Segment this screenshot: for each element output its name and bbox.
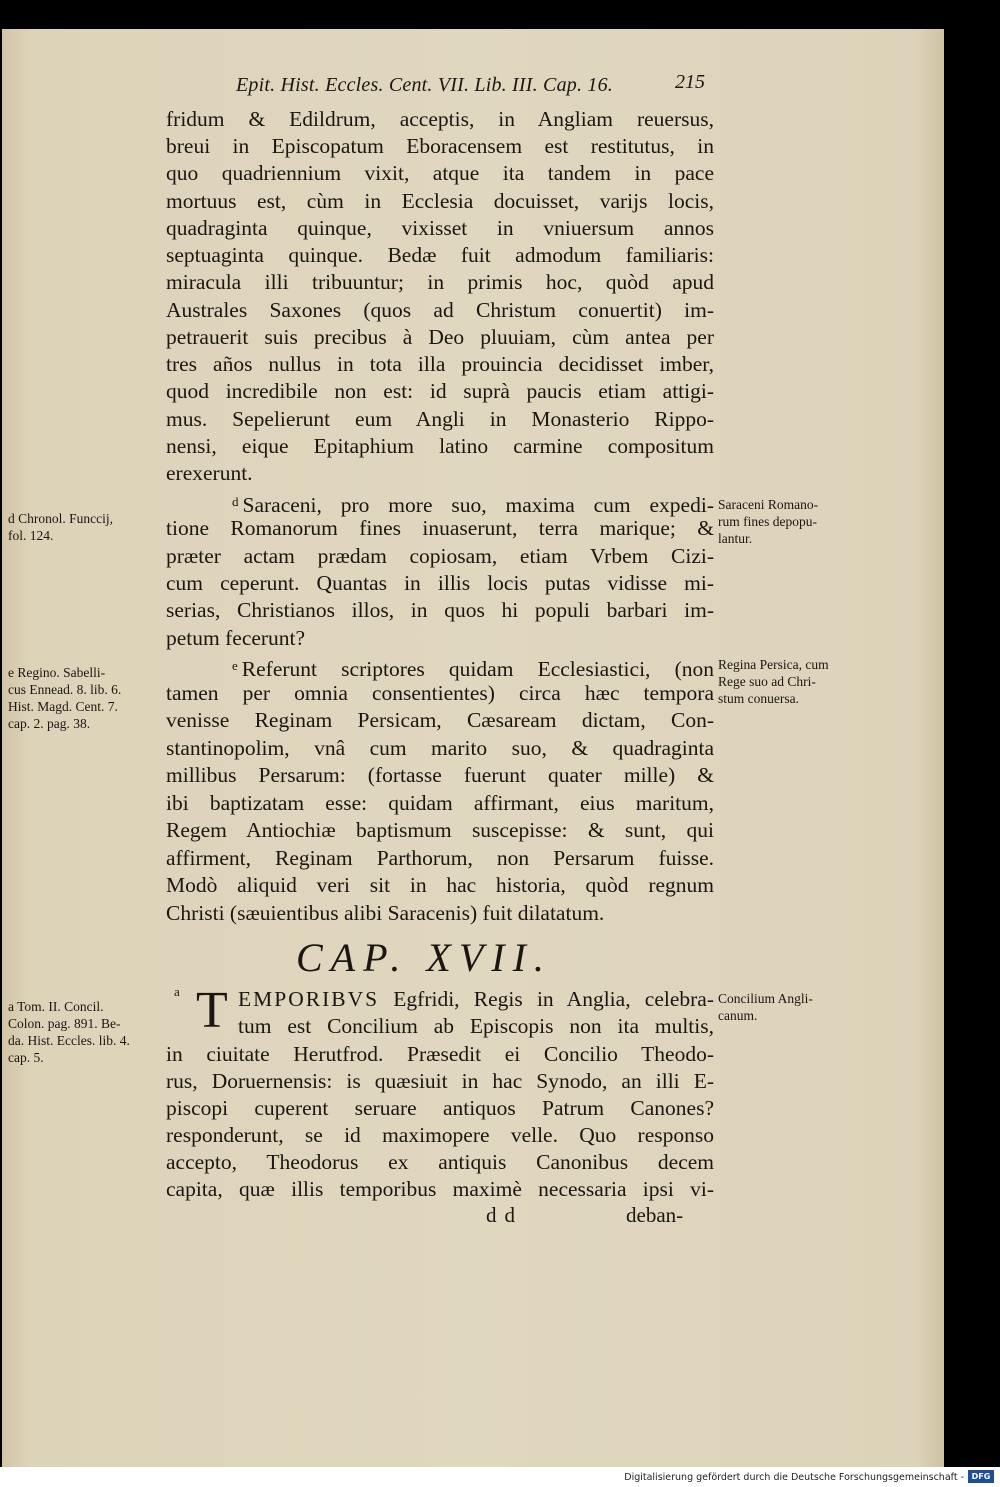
- drop-capital: T: [196, 982, 228, 1039]
- funding-notice: Digitalisierung gefördert durch die Deutsche Forschungsgemeinschaft -: [624, 1472, 964, 1483]
- running-head: Epit. Hist. Eccles. Cent. VII. Lib. III. Cap. 16.: [236, 74, 613, 96]
- text-line: miracula illi tribuuntur; in primis hoc, quòd apud: [166, 270, 714, 294]
- text-line: petum fecerunt?: [166, 626, 306, 650]
- text-line: petrauerit suis precibus à Deo pluuiam, cùm antea per: [166, 325, 714, 349]
- text-line: præter actam prædam copiosam, etiam Vrbem Cizi-: [166, 544, 714, 568]
- margin-note-line: Saraceni Romano-: [718, 497, 819, 512]
- text-line: stantinopolim, vnâ cum marito suo, & quadraginta: [166, 736, 714, 760]
- margin-note-line: d Chronol. Funccij,: [8, 511, 113, 526]
- margin-note-line: fol. 124.: [8, 528, 54, 543]
- text-line: breui in Episcopatum Eboracensem est restitutus, in: [166, 134, 714, 158]
- text-run: Referunt scriptores quidam Ecclesiastici, (non: [241, 657, 714, 681]
- note-marker-e: e: [232, 658, 238, 673]
- text-line: responderunt, se id maximopere velle. Quo responso: [166, 1123, 714, 1147]
- text-line: ibi baptizatam esse: quidam affirmant, eius maritum,: [166, 791, 714, 815]
- margin-note-left-a: [8, 998, 166, 1066]
- text-line: serias, Christianos illos, in quos hi populi barbari im-: [166, 598, 714, 622]
- margin-note-line: Regina Persica, cum: [718, 657, 829, 672]
- text-run: Egfridi, Regis in Anglia, celebra-: [379, 987, 714, 1011]
- text-line: affirment, Reginam Parthorum, non Persarum fuisse.: [166, 846, 714, 870]
- text-line: mortuus est, cùm in Ecclesia docuisset, varijs locis,: [166, 189, 714, 213]
- text-line: tum est Concilium ab Episcopis non ita multis,: [238, 1014, 714, 1038]
- text-line: millibus Persarum: (fortasse fuerunt quater mille) &: [166, 763, 714, 787]
- margin-note-line: Rege suo ad Chri-: [718, 674, 816, 689]
- text-line: Australes Saxones (quos ad Christum conuertit) im-: [166, 298, 714, 322]
- text-line: accepto, Theodorus ex antiquis Canonibus decem: [166, 1150, 714, 1174]
- text-line: rus, Doruernensis: is quæsiuit in hac Synodo, an illi E-: [166, 1069, 714, 1093]
- text-line: Regem Antiochiæ baptismum suscepisse: & sunt, qui: [166, 818, 714, 842]
- text-line: erexerunt.: [166, 461, 253, 485]
- text-line: in ciuitate Herutfrod. Præsedit ei Concilio Theodo-: [166, 1042, 714, 1066]
- margin-note-line: cap. 2. pag. 38.: [8, 716, 91, 731]
- text-line: tres años nullus in tota illa prouincia decidisset imber,: [166, 352, 714, 376]
- margin-note-line: da. Hist. Eccles. lib. 4.: [8, 1033, 130, 1048]
- text-line: quod incredibile non est: id suprà paucis etiam attigi-: [166, 379, 714, 403]
- text-line: cum ceperunt. Quantas in illis locis putas vidisse mi-: [166, 571, 714, 595]
- margin-note-left-d: [8, 510, 166, 544]
- paragraph-e-first-line: [232, 652, 714, 683]
- text-line: nensi, eique Epitaphium latino carmine compositum: [166, 434, 714, 458]
- margin-note-line: Hist. Magd. Cent. 7.: [8, 699, 118, 714]
- page-number: 215: [675, 71, 705, 93]
- dfg-logo: DFG: [968, 1470, 994, 1483]
- signature-mark: dd: [486, 1203, 523, 1227]
- margin-note-line: cap. 5.: [8, 1050, 44, 1065]
- margin-note-right-a: [718, 990, 884, 1024]
- margin-note-right-e: [718, 656, 884, 707]
- margin-note-left-e: [8, 664, 166, 732]
- text-run: Saraceni, pro more suo, maxima cum expedi-: [242, 493, 714, 517]
- margin-note-line: e Regino. Sabelli-: [8, 665, 106, 680]
- margin-note-line: Colon. pag. 891. Be-: [8, 1016, 121, 1031]
- text-line: piscopi cuperent seruare antiquos Patrum Canones?: [166, 1096, 714, 1120]
- text-line: venisse Reginam Persicam, Cæsaream dictam, Con-: [166, 708, 714, 732]
- text-line: Modò aliquid veri sit in hac historia, quòd regnum: [166, 873, 714, 897]
- margin-note-line: a Tom. II. Concil.: [8, 999, 104, 1014]
- text-line: tamen per omnia consentientes) circa hæc tempora: [166, 681, 714, 705]
- text-line: Christi (sæuientibus alibi Saracenis) fuit dilatatum.: [166, 901, 605, 925]
- margin-note-line: stum conuersa.: [718, 691, 799, 706]
- margin-note-line: lantur.: [718, 531, 753, 546]
- margin-note-line: rum fines depopu-: [718, 514, 817, 529]
- catchword: deban-: [626, 1203, 684, 1227]
- text-line: septuaginta quinque. Bedæ fuit admodum familiaris:: [166, 243, 714, 267]
- text-line: fridum & Edildrum, acceptis, in Angliam reuersus,: [166, 107, 714, 131]
- margin-note-right-d: [718, 496, 884, 547]
- text-run-smallcaps: EMPORIBVS: [238, 987, 380, 1011]
- margin-note-line: Concilium Angli-: [718, 991, 813, 1006]
- text-line: capita, quæ illis temporibus maximè necessaria ipsi vi-: [166, 1177, 714, 1201]
- note-marker-a: a: [174, 984, 180, 999]
- text-line: mus. Sepelierunt eum Angli in Monasterio Rippo-: [166, 407, 714, 431]
- chapter-first-line: [238, 986, 714, 1013]
- text-line: quadraginta quinque, vixisset in vniuersum annos: [166, 216, 714, 240]
- note-marker-d: d: [232, 494, 239, 509]
- margin-note-line: cus Ennead. 8. lib. 6.: [8, 682, 122, 697]
- text-line: quo quadriennium vixit, atque ita tandem in pace: [166, 161, 714, 185]
- chapter-heading: CAP. XVII.: [296, 935, 552, 980]
- margin-note-line: canum.: [718, 1008, 758, 1023]
- text-line: tione Romanorum fines inuaserunt, terra marique; &: [166, 516, 714, 540]
